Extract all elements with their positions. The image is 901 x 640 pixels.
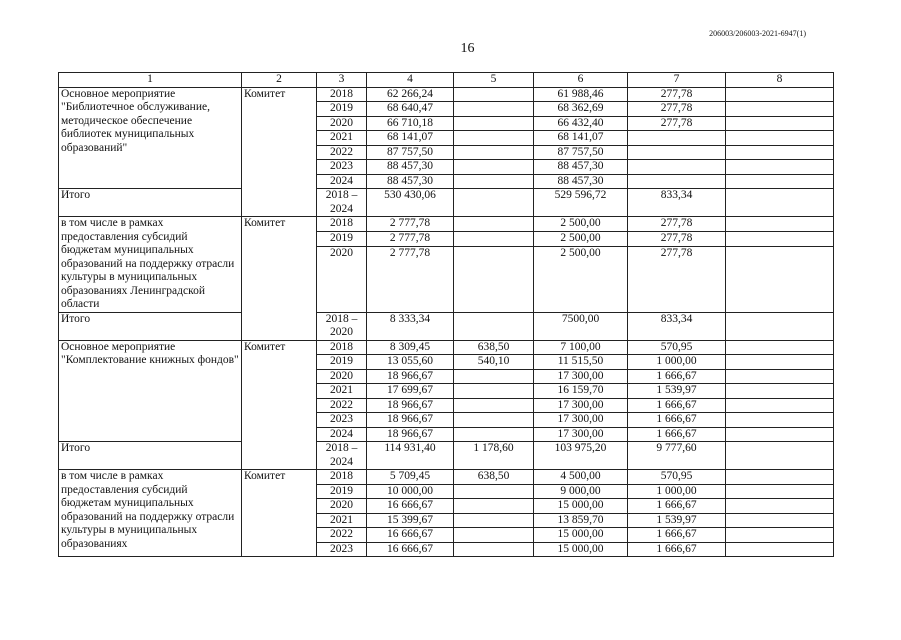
value-cell [726, 398, 834, 413]
value-cell [454, 217, 534, 232]
value-cell [454, 384, 534, 399]
value-cell [454, 369, 534, 384]
total-value-cell: 114 931,40 [367, 442, 454, 470]
header-cell: 3 [317, 73, 367, 88]
value-cell: 87 757,50 [367, 145, 454, 160]
value-cell [454, 413, 534, 428]
header-cell: 8 [726, 73, 834, 88]
total-value-cell: 833,34 [628, 312, 726, 340]
year-cell: 2019 [317, 484, 367, 499]
value-cell: 17 300,00 [534, 413, 628, 428]
value-cell [726, 513, 834, 528]
value-cell: 1 000,00 [628, 355, 726, 370]
total-value-cell: 1 178,60 [454, 442, 534, 470]
value-cell: 2 500,00 [534, 217, 628, 232]
total-label: Итого [59, 312, 242, 340]
value-cell: 638,50 [454, 470, 534, 485]
value-cell: 61 988,46 [534, 87, 628, 102]
value-cell: 1 000,00 [628, 484, 726, 499]
value-cell: 18 966,67 [367, 413, 454, 428]
total-value-cell: 103 975,20 [534, 442, 628, 470]
value-cell [726, 542, 834, 557]
value-cell: 9 000,00 [534, 484, 628, 499]
activity-name: в том числе в рамках предоставления субсидий бюджетам муниципальных образований на поддержку отрасли культуры в муниципальных образованиях [59, 470, 242, 557]
year-cell: 2018 [317, 217, 367, 232]
value-cell: 277,78 [628, 102, 726, 117]
executor-cell: Комитет [242, 217, 317, 341]
activity-name: Основное мероприятие "Библиотечное обслуживание, методическое обеспечение библиотек муниципальных образований" [59, 87, 242, 189]
header-cell: 1 [59, 73, 242, 88]
year-cell: 2020 [317, 499, 367, 514]
value-cell: 277,78 [628, 247, 726, 312]
value-cell: 16 159,70 [534, 384, 628, 399]
total-value-cell: 8 333,34 [367, 312, 454, 340]
year-cell: 2018 [317, 340, 367, 355]
value-cell: 68 141,07 [367, 131, 454, 146]
total-value-cell: 530 430,06 [367, 189, 454, 217]
value-cell [454, 542, 534, 557]
table-row [59, 470, 834, 485]
year-cell: 2021 [317, 131, 367, 146]
value-cell: 66 710,18 [367, 116, 454, 131]
total-value-cell: 833,34 [628, 189, 726, 217]
value-cell [726, 160, 834, 175]
value-cell: 16 666,67 [367, 528, 454, 543]
total-value-cell [454, 312, 534, 340]
value-cell [454, 232, 534, 247]
value-cell: 2 500,00 [534, 247, 628, 312]
value-cell: 17 300,00 [534, 398, 628, 413]
value-cell: 17 300,00 [534, 427, 628, 442]
value-cell: 68 362,69 [534, 102, 628, 117]
value-cell [726, 413, 834, 428]
value-cell: 15 000,00 [534, 528, 628, 543]
value-cell: 1 666,67 [628, 369, 726, 384]
period-cell: 2018 – 2024 [317, 442, 367, 470]
executor-cell: Комитет [242, 87, 317, 217]
total-value-cell: 7500,00 [534, 312, 628, 340]
value-cell [454, 145, 534, 160]
value-cell: 1 666,67 [628, 413, 726, 428]
year-cell: 2018 [317, 87, 367, 102]
header-row [59, 73, 834, 88]
period-cell: 2018 – 2020 [317, 312, 367, 340]
value-cell [726, 217, 834, 232]
value-cell: 17 300,00 [534, 369, 628, 384]
total-label: Итого [59, 189, 242, 217]
value-cell: 8 309,45 [367, 340, 454, 355]
value-cell [454, 102, 534, 117]
year-cell: 2023 [317, 413, 367, 428]
total-value-cell [726, 312, 834, 340]
year-cell: 2020 [317, 369, 367, 384]
value-cell: 1 666,67 [628, 542, 726, 557]
value-cell [726, 427, 834, 442]
value-cell [454, 398, 534, 413]
year-cell: 2018 [317, 470, 367, 485]
value-cell: 13 859,70 [534, 513, 628, 528]
value-cell [726, 355, 834, 370]
value-cell [726, 87, 834, 102]
header-cell: 7 [628, 73, 726, 88]
value-cell [726, 145, 834, 160]
value-cell: 4 500,00 [534, 470, 628, 485]
table-row [59, 340, 834, 355]
value-cell: 7 100,00 [534, 340, 628, 355]
year-cell: 2022 [317, 398, 367, 413]
value-cell [454, 131, 534, 146]
value-cell [726, 369, 834, 384]
total-row [59, 312, 834, 340]
year-cell: 2023 [317, 160, 367, 175]
year-cell: 2023 [317, 542, 367, 557]
value-cell [628, 174, 726, 189]
value-cell: 2 777,78 [367, 232, 454, 247]
total-label: Итого [59, 442, 242, 470]
activity-name: Основное мероприятие "Комплектование книжных фондов" [59, 340, 242, 442]
year-cell: 2024 [317, 427, 367, 442]
document-id: 206003/206003-2021-6947(1) [709, 29, 806, 38]
value-cell [726, 174, 834, 189]
value-cell: 570,95 [628, 470, 726, 485]
value-cell: 15 000,00 [534, 542, 628, 557]
year-cell: 2021 [317, 384, 367, 399]
total-value-cell [726, 189, 834, 217]
value-cell: 88 457,30 [367, 174, 454, 189]
value-cell [454, 484, 534, 499]
value-cell [454, 427, 534, 442]
value-cell [628, 160, 726, 175]
value-cell: 66 432,40 [534, 116, 628, 131]
value-cell: 5 709,45 [367, 470, 454, 485]
value-cell: 1 666,67 [628, 398, 726, 413]
value-cell [726, 131, 834, 146]
value-cell: 13 055,60 [367, 355, 454, 370]
value-cell [454, 513, 534, 528]
value-cell [454, 116, 534, 131]
value-cell [726, 384, 834, 399]
value-cell: 16 666,67 [367, 499, 454, 514]
header-cell: 2 [242, 73, 317, 88]
period-cell: 2018 – 2024 [317, 189, 367, 217]
activity-name: в том числе в рамках предоставления субсидий бюджетам муниципальных образований на поддержку отрасли культуры в муниципальных образованиях Ленинградской области [59, 217, 242, 313]
value-cell: 15 399,67 [367, 513, 454, 528]
value-cell: 62 266,24 [367, 87, 454, 102]
value-cell: 17 699,67 [367, 384, 454, 399]
year-cell: 2020 [317, 116, 367, 131]
year-cell: 2019 [317, 102, 367, 117]
value-cell [454, 247, 534, 312]
value-cell: 1 539,97 [628, 513, 726, 528]
total-value-cell [454, 189, 534, 217]
value-cell [454, 528, 534, 543]
value-cell: 638,50 [454, 340, 534, 355]
value-cell [454, 174, 534, 189]
value-cell: 1 666,67 [628, 499, 726, 514]
value-cell: 18 966,67 [367, 398, 454, 413]
year-cell: 2020 [317, 247, 367, 312]
value-cell: 68 640,47 [367, 102, 454, 117]
total-value-cell: 9 777,60 [628, 442, 726, 470]
table-row [59, 217, 834, 232]
value-cell [454, 160, 534, 175]
executor-cell: Комитет [242, 470, 317, 557]
total-row [59, 189, 834, 217]
header-cell: 5 [454, 73, 534, 88]
value-cell: 540,10 [454, 355, 534, 370]
value-cell: 18 966,67 [367, 369, 454, 384]
value-cell: 277,78 [628, 87, 726, 102]
value-cell: 1 666,67 [628, 427, 726, 442]
value-cell: 88 457,30 [367, 160, 454, 175]
year-cell: 2024 [317, 174, 367, 189]
value-cell [726, 247, 834, 312]
header-cell: 6 [534, 73, 628, 88]
value-cell: 277,78 [628, 217, 726, 232]
table-row [59, 87, 834, 102]
year-cell: 2021 [317, 513, 367, 528]
value-cell [726, 499, 834, 514]
value-cell: 10 000,00 [367, 484, 454, 499]
value-cell: 277,78 [628, 116, 726, 131]
value-cell [726, 470, 834, 485]
header-cell: 4 [367, 73, 454, 88]
value-cell: 2 777,78 [367, 247, 454, 312]
value-cell: 15 000,00 [534, 499, 628, 514]
executor-cell: Комитет [242, 340, 317, 470]
total-value-cell: 529 596,72 [534, 189, 628, 217]
value-cell: 1 666,67 [628, 528, 726, 543]
value-cell: 277,78 [628, 232, 726, 247]
value-cell [726, 116, 834, 131]
value-cell [726, 232, 834, 247]
value-cell [726, 340, 834, 355]
value-cell: 87 757,50 [534, 145, 628, 160]
total-value-cell [726, 442, 834, 470]
value-cell [628, 145, 726, 160]
year-cell: 2022 [317, 528, 367, 543]
total-row [59, 442, 834, 470]
value-cell: 18 966,67 [367, 427, 454, 442]
year-cell: 2019 [317, 232, 367, 247]
value-cell [628, 131, 726, 146]
value-cell: 570,95 [628, 340, 726, 355]
year-cell: 2022 [317, 145, 367, 160]
page-number: 16 [460, 41, 475, 56]
value-cell: 16 666,67 [367, 542, 454, 557]
budget-table [58, 72, 834, 557]
value-cell: 1 539,97 [628, 384, 726, 399]
value-cell: 2 777,78 [367, 217, 454, 232]
year-cell: 2019 [317, 355, 367, 370]
value-cell: 11 515,50 [534, 355, 628, 370]
value-cell [454, 499, 534, 514]
value-cell: 88 457,30 [534, 160, 628, 175]
value-cell [726, 102, 834, 117]
value-cell: 88 457,30 [534, 174, 628, 189]
value-cell: 2 500,00 [534, 232, 628, 247]
value-cell [454, 87, 534, 102]
value-cell [726, 528, 834, 543]
value-cell [726, 484, 834, 499]
value-cell: 68 141,07 [534, 131, 628, 146]
